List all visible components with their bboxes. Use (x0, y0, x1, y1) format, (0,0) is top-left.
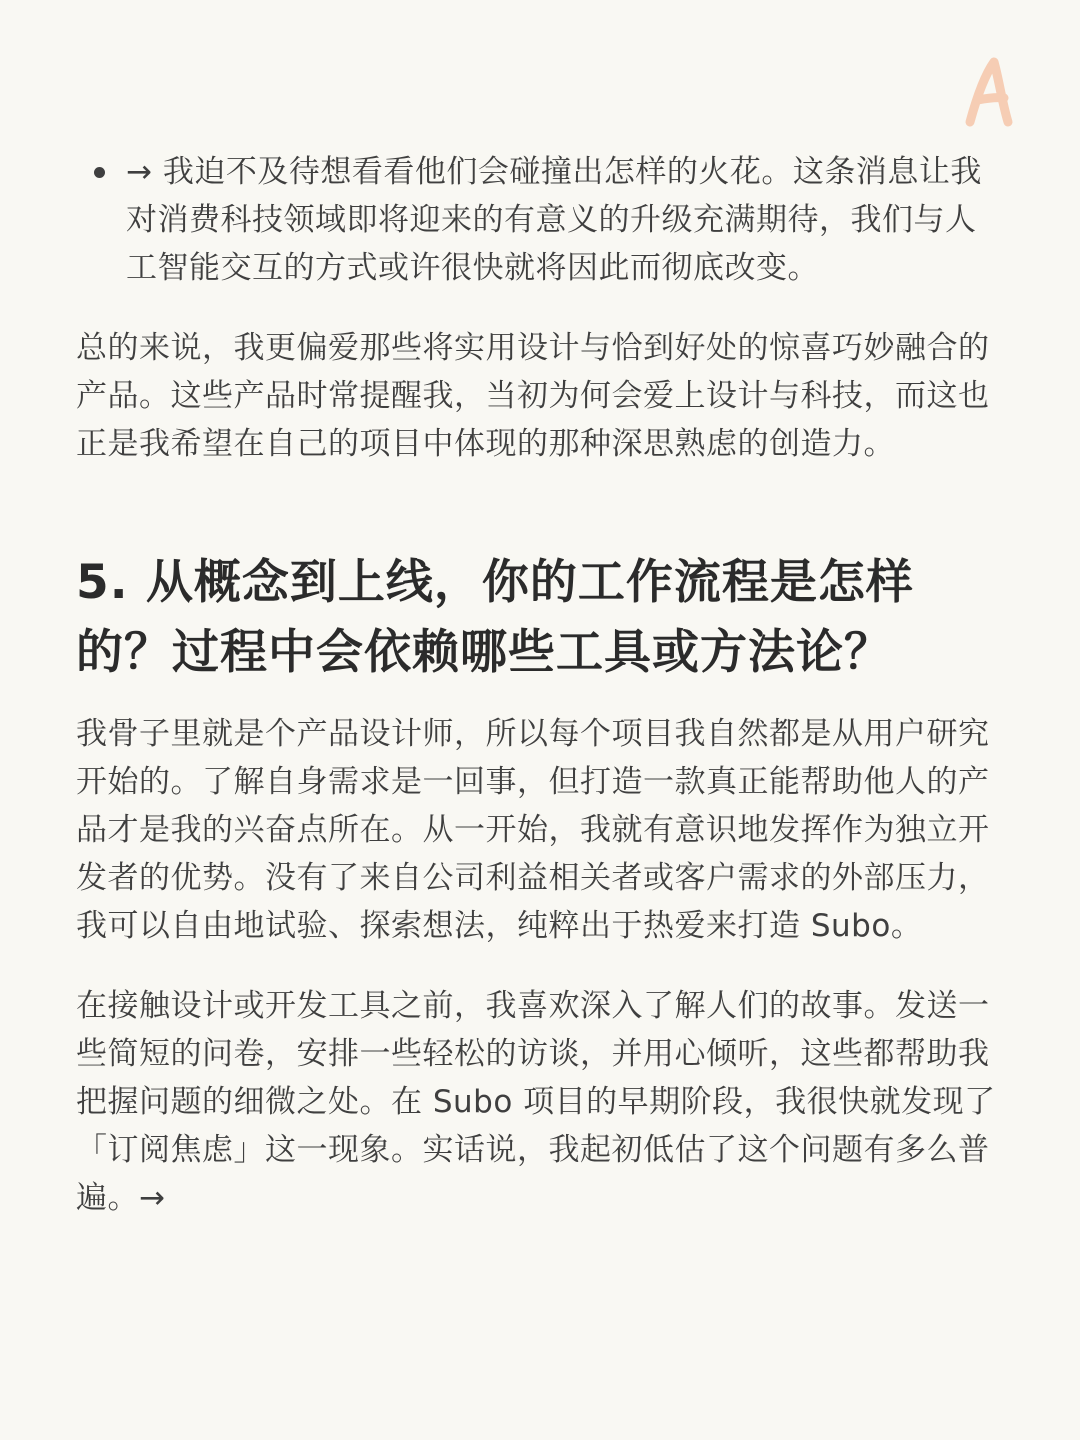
bullet-text: → 我迫不及待想看看他们会碰撞出怎样的火花。这条消息让我对消费科技领域即将迎来的有意义的升级充满期待，我们与人工智能交互的方式或许很快就将因此而彻底改变。 (126, 154, 982, 286)
article-content (76, 148, 996, 1222)
bullet-dot (94, 167, 105, 178)
letter-a-logo-icon (958, 52, 1020, 132)
section-paragraph-1: 我骨子里就是个产品设计师，所以每个项目我自然都是从用户研究开始的。了解自身需求是一回事，但打造一款真正能帮助他人的产品才是我的兴奋点所在。从一开始，我就有意识地发挥作为独立开发者的优势。没有了来自公司利益相关者或客户需求的外部压力，我可以自由地试验、探索想法，纯粹出于热爱来打造 Subo。 (76, 716, 990, 944)
section-heading: 5. 从概念到上线，你的工作流程是怎样的？过程中会依赖哪些工具或方法论？ (76, 555, 914, 680)
summary-paragraph: 总的来说，我更偏爱那些将实用设计与恰到好处的惊喜巧妙融合的产品。这些产品时常提醒我，当初为何会爱上设计与科技，而这也正是我希望在自己的项目中体现的那种深思熟虑的创造力。 (76, 330, 990, 462)
bullet-list (76, 148, 996, 292)
section-paragraph-2: 在接触设计或开发工具之前，我喜欢深入了解人们的故事。发送一些简短的问卷，安排一些轻松的访谈，并用心倾听，这些都帮助我把握问题的细微之处。在 Subo 项目的早期阶段，我很快就发现了「订阅焦虑」这一现象。实话说，我起初低估了这个问题有多么普遍。→ (76, 988, 996, 1216)
list-item (76, 148, 996, 292)
